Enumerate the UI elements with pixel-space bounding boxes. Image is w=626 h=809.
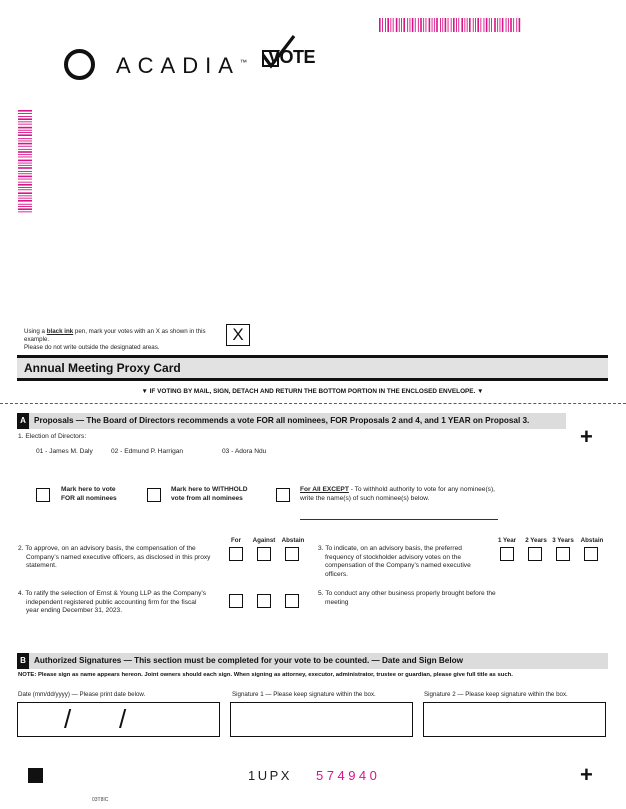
section-a-title: Proposals — The Board of Directors recommends a vote FOR all nominees, FOR Proposals 2 and 4, and 1 YEAR on Proposal 3. [34, 416, 530, 425]
date-field[interactable] [17, 702, 220, 737]
barcode-bar [18, 127, 32, 129]
top-barcode [379, 18, 522, 32]
vote-logo [258, 33, 322, 73]
barcode-bar [18, 146, 32, 147]
nominee-2: 02 - Edmund P. Harrigan [111, 448, 184, 455]
barcode-bar [18, 182, 32, 183]
barcode-bar [18, 132, 32, 133]
proposal-3-2-years-checkbox[interactable] [528, 547, 542, 561]
barcode-bar [519, 18, 521, 32]
proposal-4-text: 4. To ratify the selection of Ernst & Young LLP as the Company’s independent registered public accounting firm for the fiscal year ending December 31, 2023. [18, 590, 207, 615]
barcode-bar [18, 204, 32, 205]
barcode-bar [18, 151, 32, 153]
barcode-bar [500, 18, 501, 32]
barcode-bar [403, 18, 405, 32]
barcode-bar [418, 18, 419, 32]
card-title: Annual Meeting Proxy Card [24, 361, 181, 375]
barcode-bar [513, 18, 514, 32]
barcode-bar [18, 195, 32, 196]
barcode-bar [18, 176, 32, 178]
barcode-bar [18, 208, 32, 210]
barcode-bar [491, 18, 492, 32]
withhold-all-checkbox[interactable] [147, 488, 161, 502]
barcode-bar [432, 18, 433, 32]
barcode-bar [494, 18, 496, 32]
nominee-1: 01 - James M. Daly [36, 448, 93, 455]
for-all-except-label: For All EXCEPT - To withhold authority to vote for any nominee(s), write the name(s) of such nominee(s) below. [300, 486, 495, 502]
barcode-bar [382, 18, 383, 32]
barcode-bar [484, 18, 485, 32]
registration-square [28, 768, 43, 783]
withhold-all-label: Mark here to WITHHOLD vote from all nominees [171, 486, 248, 502]
footer-code: 1UPX [248, 768, 292, 783]
barcode-bar [18, 171, 32, 172]
barcode-bar [18, 118, 32, 120]
signature-2-label: Signature 2 — Please keep signature within the box. [424, 691, 568, 698]
barcode-bar [480, 18, 481, 32]
barcode-bar [442, 18, 443, 32]
barcode-bar [420, 18, 422, 32]
barcode-bar [387, 18, 389, 32]
perforation-line [0, 403, 626, 404]
barcode-bar [469, 18, 471, 32]
barcode-bar [379, 18, 381, 32]
signature-1-label: Signature 1 — Please keep signature within the box. [232, 691, 376, 698]
proposal-4-against-checkbox[interactable] [257, 594, 271, 608]
barcode-bar [502, 18, 504, 32]
example-mark-box: X [226, 324, 250, 346]
barcode-bar [18, 121, 32, 122]
barcode-bar [18, 173, 32, 174]
col-against: Against [252, 537, 276, 544]
barcode-bar [440, 18, 441, 32]
barcode-bar [18, 157, 32, 158]
barcode-bar [18, 124, 32, 125]
barcode-bar [489, 18, 490, 32]
proposal-3-abstain-checkbox[interactable] [584, 547, 598, 561]
barcode-bar [18, 138, 32, 139]
barcode-bar [410, 18, 411, 32]
date-separator-2: / [119, 704, 127, 734]
trademark: ™ [239, 59, 247, 67]
barcode-bar [461, 18, 463, 32]
barcode-bar [18, 116, 32, 117]
barcode-bar [18, 134, 32, 136]
proposal-2-against-checkbox[interactable] [257, 547, 271, 561]
except-write-line[interactable] [300, 519, 498, 520]
section-a-letter: A [17, 413, 29, 429]
barcode-bar [393, 18, 394, 32]
barcode-bar [475, 18, 476, 32]
barcode-bar [436, 18, 438, 32]
barcode-bar [399, 18, 400, 32]
barcode-bar [453, 18, 455, 32]
barcode-bar [18, 167, 32, 169]
signature-2-field[interactable] [423, 702, 606, 737]
proposal-2-for-checkbox[interactable] [229, 547, 243, 561]
proposal-3-text: 3. To indicate, on an advisory basis, the preferred frequency of stockholder advisory votes on the compensation of the Company’s named executive officers. [318, 545, 471, 578]
section-b-bar [17, 653, 608, 669]
barcode-bar [506, 18, 507, 32]
barcode-bar [18, 192, 32, 194]
date-separator-1: / [64, 704, 72, 734]
barcode-bar [18, 160, 32, 162]
section-b-letter: B [17, 653, 29, 669]
barcode-bar [18, 143, 32, 145]
proposal-5-text: 5. To conduct any other business properly brought before the meeting [318, 590, 496, 606]
barcode-bar [18, 198, 32, 199]
acadia-circle-icon [64, 49, 95, 80]
proposal-2-text: 2. To approve, on an advisory basis, the compensation of the Company’s named executive officers, as disclosed in this proxy statement. [18, 545, 211, 570]
section-b-note: NOTE: Please sign as name appears hereon. Joint owners should each sign. When signing as attorney, executor, administrator, trustee or guardian, please give full title as such. [18, 672, 513, 678]
barcode-bar [407, 18, 408, 32]
barcode-bar [18, 110, 32, 112]
barcode-bar [18, 179, 32, 180]
form-id: 03T8IC [92, 797, 109, 803]
barcode-bar [18, 184, 32, 186]
barcode-bar [510, 18, 512, 32]
barcode-bar [385, 18, 386, 32]
signature-1-field[interactable] [230, 702, 413, 737]
barcode-bar [18, 165, 32, 166]
nominee-3: 03 - Adora Ndu [222, 448, 267, 455]
barcode-bar [18, 189, 32, 190]
barcode-bar [508, 18, 509, 32]
barcode-bar [423, 18, 424, 32]
barcode-bar [445, 18, 447, 32]
barcode-bar [18, 141, 32, 142]
col-abstain: Abstain [281, 537, 305, 544]
barcode-bar [18, 200, 32, 202]
section-a-bar [17, 413, 566, 429]
barcode-bar [458, 18, 459, 32]
col-2-years: 2 Years [525, 537, 547, 544]
barcode-bar [401, 18, 402, 32]
proposal-2-abstain-checkbox[interactable] [285, 547, 299, 561]
barcode-bar [429, 18, 431, 32]
vote-text: VOTE [268, 47, 316, 67]
left-barcode [18, 110, 32, 216]
barcode-bar [467, 18, 468, 32]
section-a-plus: + [580, 424, 593, 449]
proposal-4-for-checkbox[interactable] [229, 594, 243, 608]
vote-for-all-checkbox[interactable] [36, 488, 50, 502]
footer-number: 574940 [316, 768, 381, 783]
barcode-bar [456, 18, 457, 32]
vote-for-all-label: Mark here to vote FOR all nominees [61, 486, 117, 502]
election-label: 1. Election of Directors: [18, 433, 87, 440]
barcode-bar [464, 18, 465, 32]
barcode-bar [18, 206, 32, 207]
title-bar [17, 355, 608, 381]
col-for: For [231, 537, 241, 544]
barcode-bar [18, 154, 32, 155]
proposal-3-3-years-checkbox[interactable] [556, 547, 570, 561]
barcode-bar [18, 149, 32, 150]
proposal-3-1-year-checkbox[interactable] [500, 547, 514, 561]
proposal-4-abstain-checkbox[interactable] [285, 594, 299, 608]
barcode-bar [448, 18, 449, 32]
barcode-bar [486, 18, 488, 32]
barcode-bar [412, 18, 414, 32]
date-label: Date (mm/dd/yyyy) — Please print date below. [18, 691, 146, 698]
barcode-bar [516, 18, 517, 32]
barcode-bar [396, 18, 398, 32]
footer-plus: + [580, 762, 593, 787]
barcode-bar [451, 18, 452, 32]
barcode-bar [390, 18, 391, 32]
mail-instruction: ▼ IF VOTING BY MAIL, SIGN, DETACH AND RETURN THE BOTTOM PORTION IN THE ENCLOSED ENVELOPE. ▼ [141, 388, 484, 395]
barcode-bar [473, 18, 474, 32]
col-3-years: 3 Years [552, 537, 574, 544]
barcode-bar [415, 18, 416, 32]
barcode-bar [18, 113, 32, 114]
barcode-bar [497, 18, 498, 32]
barcode-bar [434, 18, 435, 32]
barcode-bar [18, 187, 32, 188]
col-1-year: 1 Year [497, 537, 517, 544]
acadia-logo [62, 47, 262, 89]
barcode-bar [477, 18, 479, 32]
instructions: Using a black ink pen, mark your votes with an X as shown in this example. Please do not write outside the designated areas. [24, 328, 206, 351]
barcode-bar [426, 18, 427, 32]
section-b-title: Authorized Signatures — This section must be completed for your vote to be counted. — Date and Sign Below [34, 656, 463, 665]
barcode-bar [18, 211, 32, 212]
barcode-bar [18, 130, 32, 131]
barcode-bar [18, 163, 32, 164]
brand-name: ACADIA [116, 53, 240, 78]
col-freq-abstain: Abstain [580, 537, 604, 544]
for-all-except-checkbox[interactable] [276, 488, 290, 502]
